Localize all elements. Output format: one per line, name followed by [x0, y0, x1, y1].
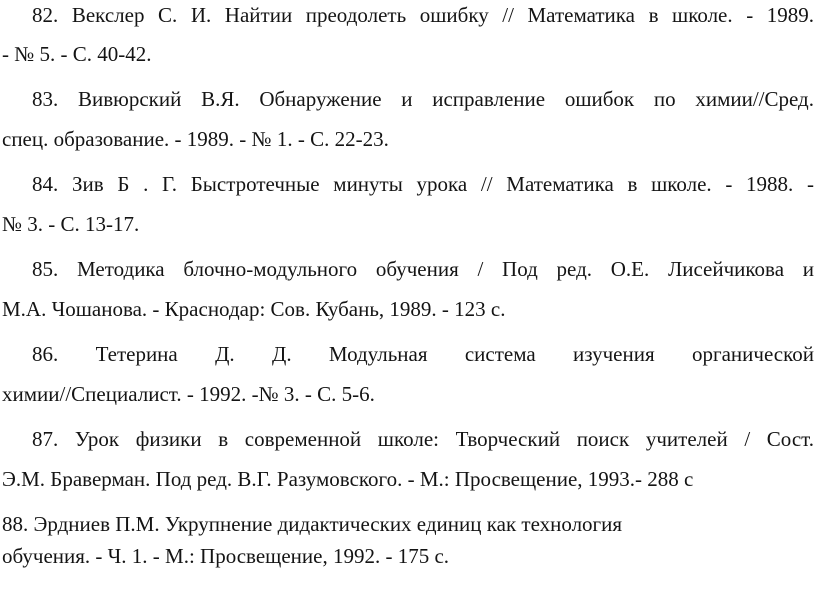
reference-86-line-1: 86. Тетерина Д. Д. Модульная система изучения органической: [32, 342, 814, 366]
reference-82-line-1: 82. Векслер С. И. Найтии преодолеть ошибку // Математика в школе. - 1989.: [32, 3, 814, 27]
reference-87-line-2: Э.М. Браверман. Под ред. В.Г. Разумовского. - М.: Просвещение, 1993.- 288 с: [2, 467, 694, 491]
reference-86-line-2: химии//Специалист. - 1992. -№ 3. - С. 5-6.: [2, 382, 375, 406]
reference-87-line-1: 87. Урок физики в современной школе: Творческий поиск учителей / Сост.: [32, 427, 814, 451]
reference-88-line-1: 88. Эрдниев П.М. Укрупнение дидактических единиц как технология: [2, 512, 623, 536]
reference-84-line-1: 84. Зив Б . Г. Быстротечные минуты урока // Математика в школе. - 1988. -: [32, 172, 814, 196]
reference-83-line-2: спец. образование. - 1989. - № 1. - С. 22-23.: [2, 127, 389, 151]
reference-85-line-1: 85. Методика блочно-модульного обучения / Под ред. О.Е. Лисейчикова и: [32, 257, 814, 281]
reference-82-line-2: - № 5. - С. 40-42.: [2, 42, 152, 66]
reference-85-line-2: М.А. Чошанова. - Краснодар: Сов. Кубань, 1989. - 123 с.: [2, 297, 506, 321]
reference-88-line-2: обучения. - Ч. 1. - М.: Просвещение, 1992. - 175 с.: [2, 544, 450, 568]
reference-84-line-2: № 3. - С. 13-17.: [2, 212, 140, 236]
reference-83-line-1: 83. Вивюрский В.Я. Обнаружение и исправление ошибок по химии//Сред.: [32, 87, 814, 111]
